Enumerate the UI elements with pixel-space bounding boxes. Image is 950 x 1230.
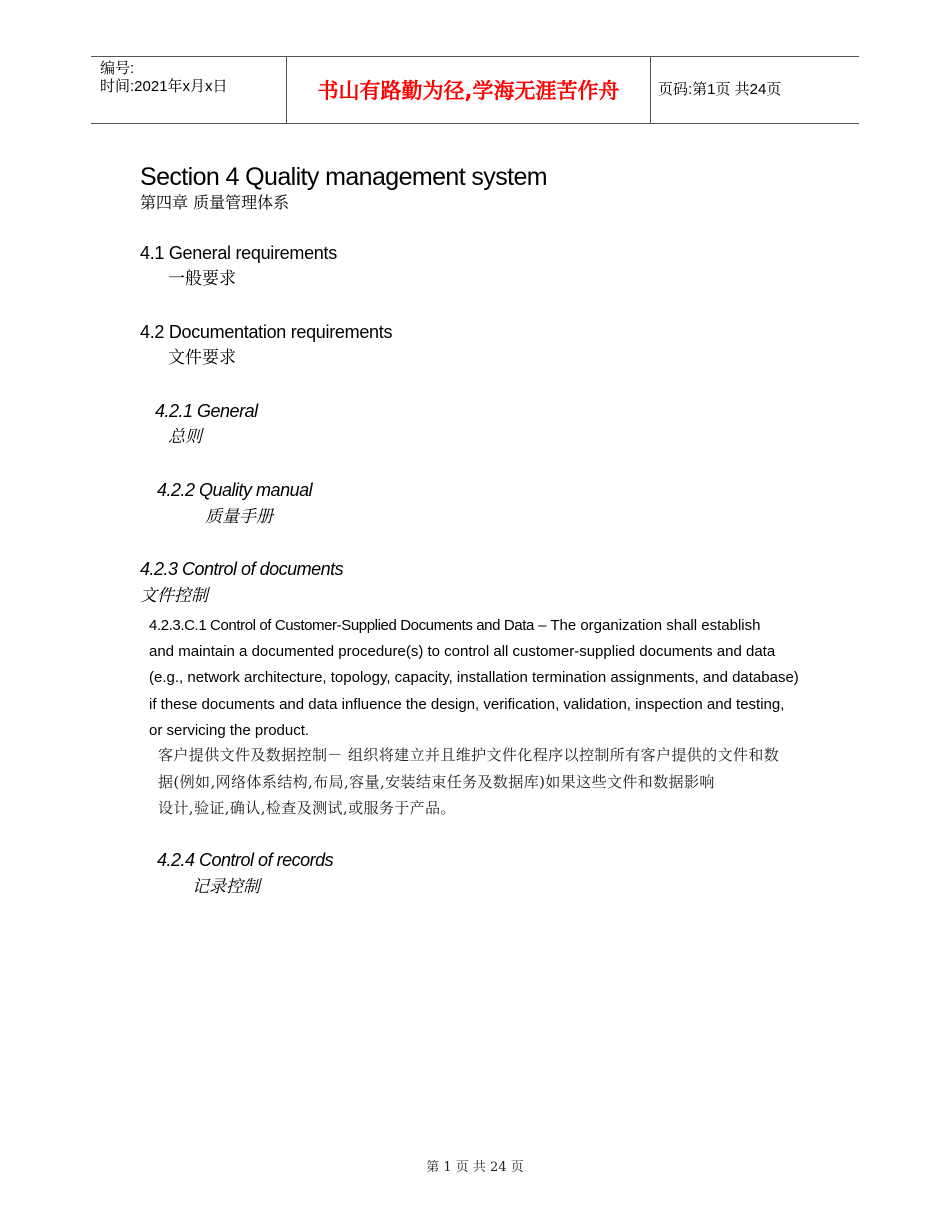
heading-4-2-3: 4.2.3 Control of documents (140, 559, 344, 579)
heading-4-1: 4.1 General requirements (140, 243, 337, 263)
heading-4-2-2: 4.2.2 Quality manual (157, 480, 313, 500)
clause-zh-line-1: 客户提供文件及数据控制－ 组织将建立并且维护文件化程序以控制所有客户提供的文件和数 (158, 746, 780, 764)
clause-paragraph (149, 613, 839, 744)
heading-4-2-2-zh: 质量手册 (205, 507, 273, 527)
heading-4-2-4-zh: 记录控制 (192, 877, 260, 897)
header-motto-cell (286, 57, 651, 123)
clause-line-5: or servicing the product. (149, 721, 310, 739)
section-title: Section 4 Quality management system (140, 163, 547, 191)
header-page-cell (650, 57, 859, 123)
page-footer: 第 1 页 共 24 页 (426, 1160, 524, 1175)
heading-4-2-1: 4.2.1 General (155, 401, 258, 421)
header-motto: 书山有路勤为径,学海无涯苦作舟 (317, 79, 620, 103)
document-number-label: 编号: (100, 60, 135, 77)
clause-line-3: (e.g., network architecture, topology, capacity, installation termination assignments, and database) (149, 669, 799, 687)
clause-line-2: and maintain a documented procedure(s) to control all customer-supplied documents and data (149, 643, 776, 661)
clause-paragraph-zh (158, 742, 828, 822)
clause-zh-line-3: 设计,验证,确认,检查及测试,或服务于产品。 (158, 799, 456, 817)
section-title-zh: 第四章 质量管理体系 (140, 193, 290, 212)
heading-4-2-1-zh: 总则 (168, 427, 202, 447)
clause-heading: 4.2.3.C.1 Control of Customer-Supplied Documents and Data (149, 617, 534, 634)
header-page-info: 页码:第1页 共24页 (658, 81, 782, 98)
heading-4-1-zh: 一般要求 (168, 269, 236, 289)
clause-line-1: – The organization shall establish (533, 617, 761, 634)
document-time-label: 时间:2021年x月x日 (100, 78, 228, 95)
clause-line-4: if these documents and data influence the design, verification, validation, inspection and testing, (149, 695, 785, 713)
header-meta-cell (91, 57, 286, 123)
heading-4-2-4: 4.2.4 Control of records (157, 850, 334, 870)
heading-4-2: 4.2 Documentation requirements (140, 322, 393, 342)
heading-4-2-zh: 文件要求 (168, 348, 236, 368)
clause-zh-line-2: 据(例如,网络体系结构,布局,容量,安装结束任务及数据库)如果这些文件和数据影响 (158, 772, 715, 791)
heading-4-2-3-zh: 文件控制 (140, 586, 208, 606)
page-header (91, 56, 859, 124)
